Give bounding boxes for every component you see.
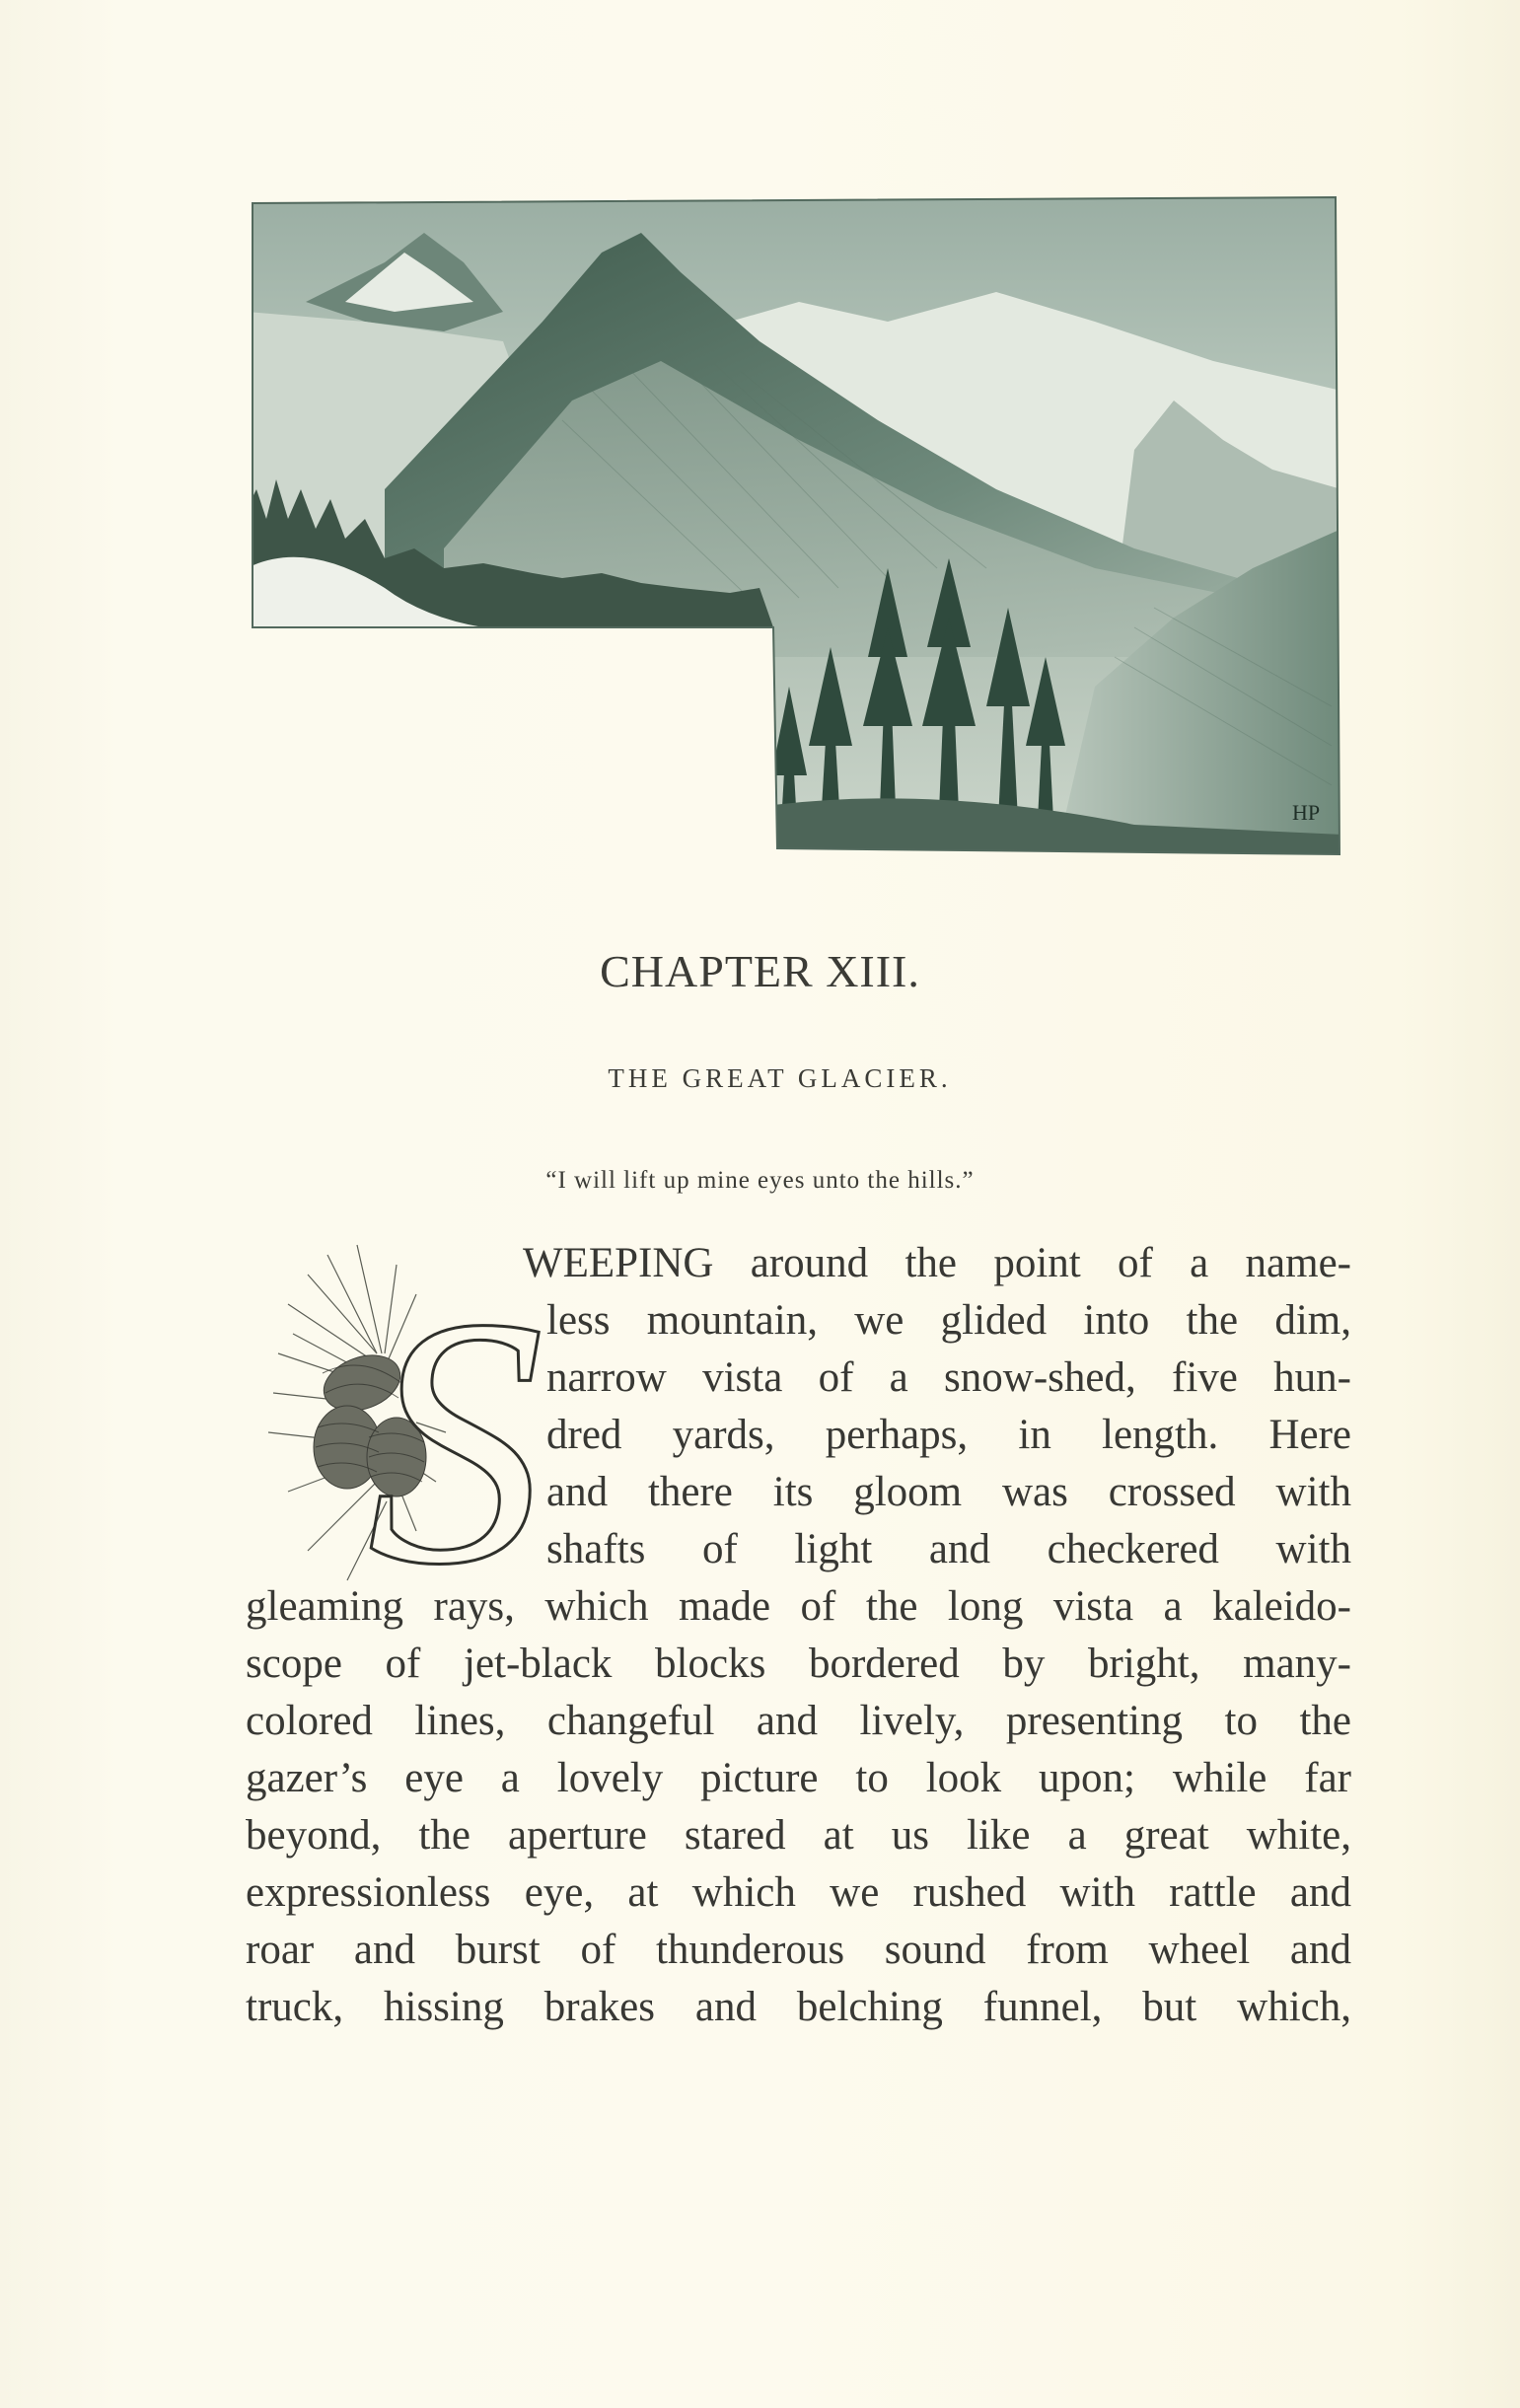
body-line: expressionless eye, at which we rushed with rattle and: [246, 1869, 1351, 1916]
body-line: beyond, the aperture stared at us like a great white,: [246, 1812, 1351, 1859]
dropcap-letter: S: [367, 1244, 544, 1638]
chapter-subtitle: THE GREAT GLACIER.: [608, 1063, 952, 1093]
body-line: shafts of light and checkered with: [546, 1526, 1351, 1572]
chapter-title: CHAPTER XIII.: [600, 946, 920, 996]
decorated-dropcap: [268, 1235, 544, 1638]
chapter-epigraph: “I will lift up mine eyes unto the hills.”: [545, 1167, 975, 1194]
mountain-landscape-image: [247, 193, 1343, 858]
monogram-mark: HP: [1292, 800, 1321, 825]
body-line: dred yards, perhaps, in length. Here: [546, 1412, 1351, 1458]
body-line: scope of jet-black blocks bordered by bright, many-: [246, 1641, 1351, 1687]
body-line: narrow vista of a snow-shed, five hun-: [546, 1354, 1351, 1401]
body-line: truck, hissing brakes and belching funnel, but which,: [246, 1984, 1351, 2030]
body-line: WEEPING around the point of a name-: [523, 1240, 1351, 1286]
body-line: colored lines, changeful and lively, presenting to the: [246, 1698, 1351, 1744]
body-line: and there its gloom was crossed with: [546, 1469, 1351, 1515]
body-line: less mountain, we glided into the dim,: [546, 1297, 1351, 1344]
body-line: gazer’s eye a lovely picture to look upon; while far: [246, 1755, 1351, 1801]
body-line: gleaming rays, which made of the long vista a kaleido-: [246, 1583, 1351, 1630]
headpiece-illustration: [247, 193, 1343, 858]
pine-cone-ornament-icon: [268, 1235, 544, 1638]
body-line: roar and burst of thunderous sound from wheel and: [246, 1927, 1351, 1973]
